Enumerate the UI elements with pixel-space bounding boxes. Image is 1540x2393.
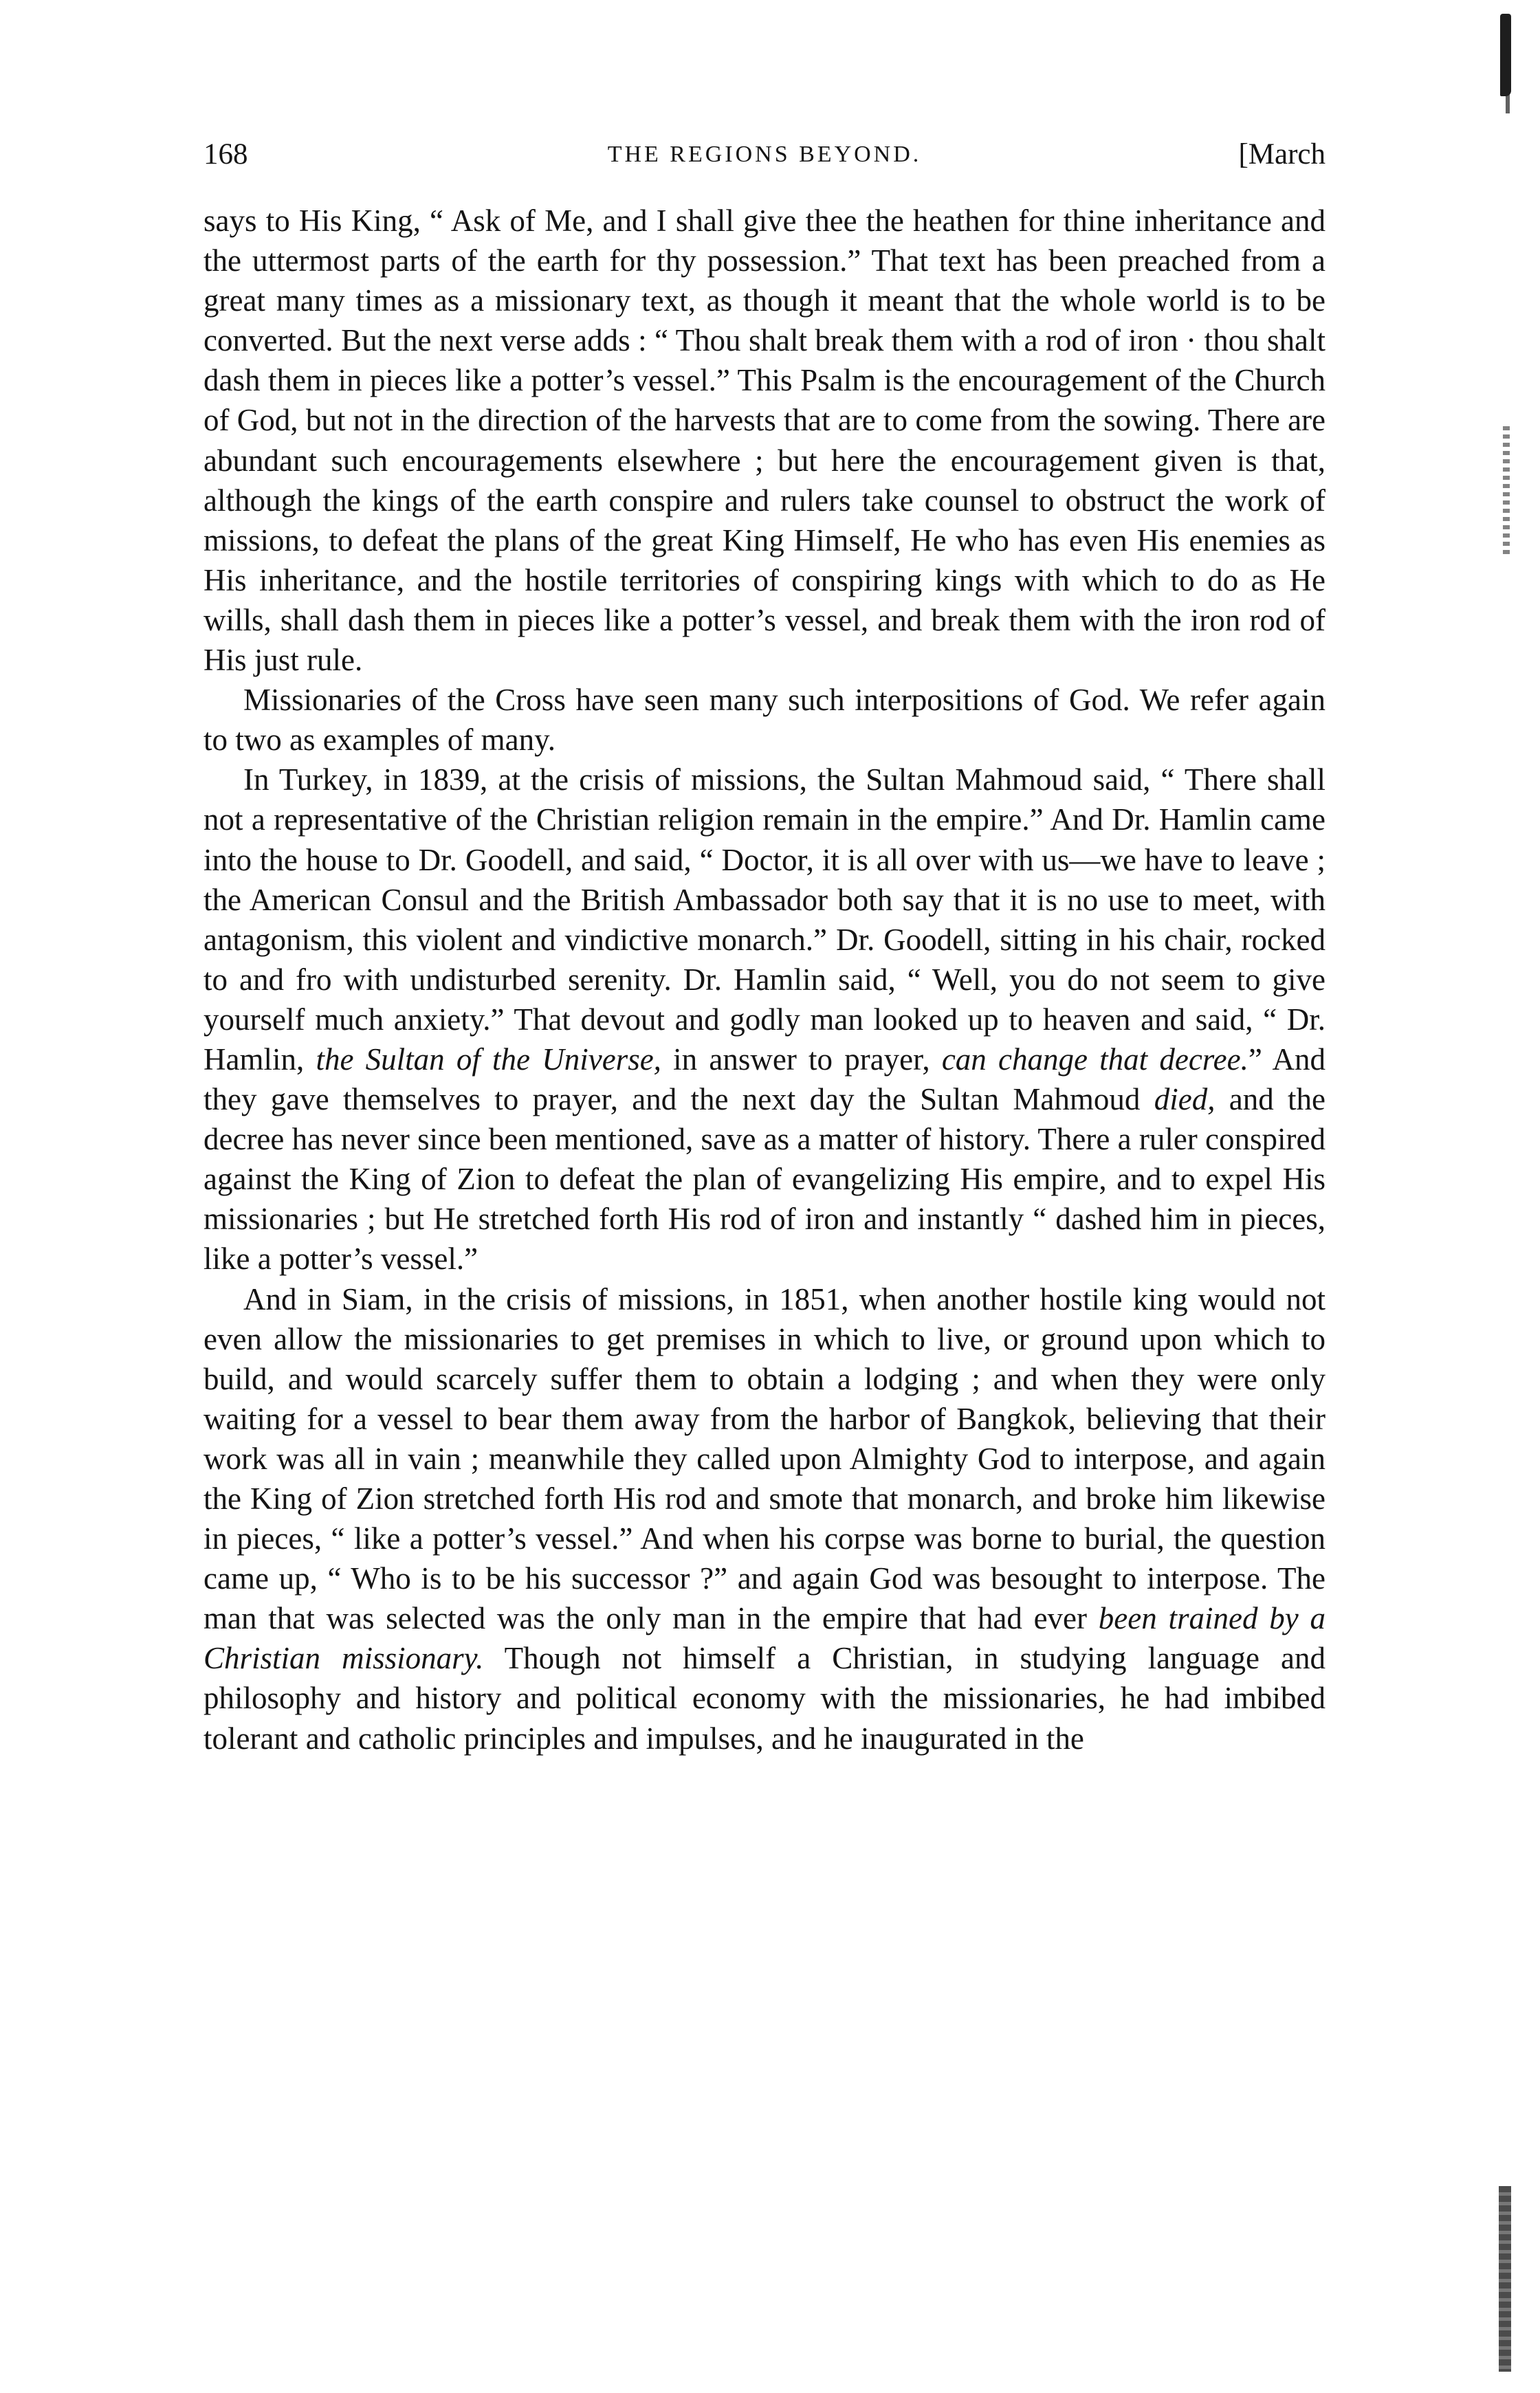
paragraph-4-italic-1: been trained by a Christian missionary. — [204, 1601, 1326, 1676]
paragraph-1: says to His King, “ Ask of Me, and I shall give thee the heathen for thine inheritance and the uttermost parts of the earth for thy possession.” That text has been preached from a great many times as a missionary text, as though it meant that the whole world is to be converted. But the next verse adds : “ Thou shalt break them with a rod of iron · thou shalt dash them in pieces like a potter’s vessel.” This Psalm is the encouragement of the Church of God, but not in the direction of the harvests that are to come from the sowing. There are abundant such encouragements elsewhere ; but here the encouragement given is that, although the kings of the earth conspire and rulers take counsel to obstruct the work of missions, to defeat the plans of the great King Himself, He who has even His enemies as His inheritance, and the hostile territories of conspiring kings with which to do as He wills, shall dash them in pieces like a potter’s vessel, and break them with the iron rod of His just rule. — [204, 203, 1326, 678]
scan-artifact-top-right — [1500, 14, 1511, 96]
body-text — [204, 201, 1326, 1758]
paragraph-3-text-d: and the decree has never since been mentioned, save as a matter of history. There a ruler conspired against the King of Zion to defeat the plan of evangelizing His empire, and to expel His missionaries ; but He stretched forth His rod of iron and instantly “ dashed him in pieces, like a potter’s vessel.” — [204, 1082, 1326, 1277]
running-title: THE REGIONS BEYOND. — [607, 142, 922, 167]
paragraph-3-text-c: ” And they gave themselves to prayer, and the next day the Sultan Mahmoud — [204, 1041, 1326, 1117]
scan-artifact-right-speckle — [1503, 426, 1510, 557]
paragraph-4-text-a: And in Siam, in the crisis of missions, in 1851, when another hostile king would not even allow the missionaries to get premises in which to live, or ground upon which to build, and would scarcely suffer them to obtain a lodging ; and when they were only waiting for a vessel to bear them away from the harbor of Bangkok, believing that their work was all in vain ; meanwhile they called upon Almighty God to interpose, and again the King of Zion stretched forth His rod and smote that monarch, and broke him likewise in pieces, “ like a potter’s vessel.” And when his corpse was borne to burial, the question came up, “ Who is to be his successor ?” and again God was besought to interpose. The man that was selected was the only man in the empire that had ever — [204, 1281, 1326, 1636]
paragraph-3 — [204, 760, 1326, 1279]
paragraph-3-italic-1: the Sultan of the Universe, — [316, 1041, 661, 1077]
paragraph-3-text-a: In Turkey, in 1839, at the crisis of missions, the Sultan Mahmoud said, “ There shall not a representative of the Christian religion remain in the empire.” And Dr. Hamlin came into the house to Dr. Goodell, and said, “ Doctor, it is all over with us—we have to leave ; the American Consul and the British Ambassador both say that it is no use to meet, with antagonism, this violent and vindictive monarch.” Dr. Goodell, sitting in his chair, rocked to and fro with undisturbed serenity. Dr. Hamlin said, “ Well, you do not seem to give yourself much anxiety.” That devout and godly man looked up to heaven and said, “ Dr. Hamlin, — [204, 762, 1326, 1077]
scan-artifact-bottom-right — [1499, 2186, 1511, 2372]
paragraph-4-text-b: Though not himself a Christian, in studying language and philosophy and history and political economy with the missionaries, he had imbibed tolerant and catholic principles and impulses, and he inaugurated in the — [204, 1641, 1326, 1756]
paragraph-3-text-b: in answer to prayer, — [673, 1041, 930, 1077]
paragraph-3-italic-3: died, — [1154, 1082, 1216, 1117]
paragraph-4 — [204, 1279, 1326, 1758]
running-month: [March — [1238, 138, 1326, 170]
running-head — [204, 134, 1326, 175]
scan-artifact-top-right-tail — [1506, 93, 1510, 113]
paragraph-3-italic-2: can change that decree. — [941, 1041, 1248, 1077]
page-number: 168 — [204, 138, 248, 170]
paragraph-2: Missionaries of the Cross have seen many such interpositions of God. We refer again to two as examples of many. — [204, 683, 1326, 758]
